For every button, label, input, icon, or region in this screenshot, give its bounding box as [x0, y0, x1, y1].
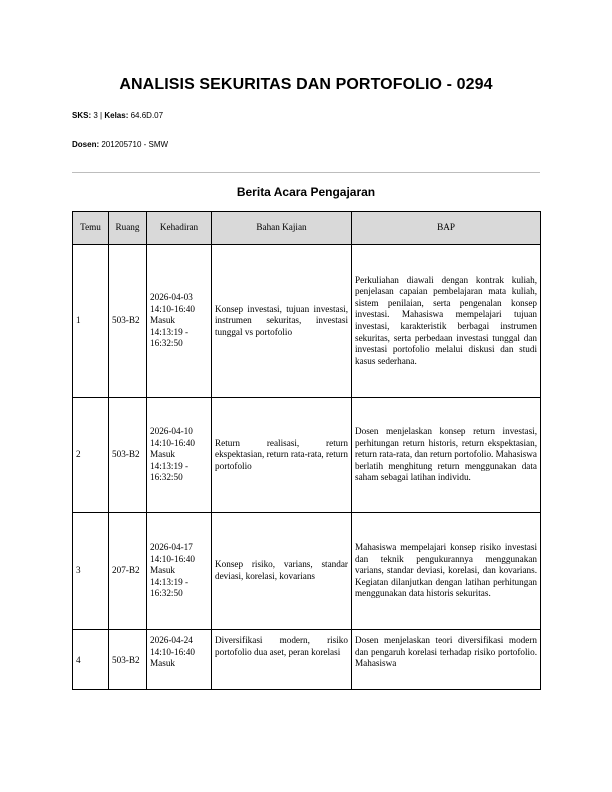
attendance-status: Masuk [150, 315, 176, 326]
cell-ruang: 207-B2 [109, 513, 147, 630]
header-bahan-kajian: Bahan Kajian [212, 212, 352, 245]
attendance-check-out: 16:32:50 [150, 472, 183, 483]
cell-bap: Dosen menjelaskan konsep return investasi, perhitungan return historis, return ekspektasian, return rata-rata, dan return portofolio. Mahasiswa berlatih menghitung return menggunakan data saham sebagai latihan individu. [352, 398, 541, 513]
cell-bahan-kajian: Return realisasi, return ekspektasian, return rata-rata, return portofolio [212, 398, 352, 513]
table-row [73, 245, 541, 398]
attendance-time: 14:10-16:40 [150, 437, 195, 448]
cell-bap: Dosen menjelaskan teori diversifikasi modern dan pengaruh korelasi terhadap risiko portofolio. Mahasiswa [352, 630, 541, 690]
attendance-check-in: 14:13:19 - [150, 576, 189, 587]
cell-kehadiran [147, 630, 212, 690]
attendance-check-out: 16:32:50 [150, 338, 183, 349]
cell-temu: 4 [73, 630, 109, 690]
attendance-time: 14:10-16:40 [150, 553, 195, 564]
cell-kehadiran [147, 398, 212, 513]
meta-separator: | [100, 111, 103, 120]
cell-ruang: 503-B2 [109, 630, 147, 690]
dosen-value: 201205710 - SMW [101, 140, 169, 149]
attendance-date: 2026-04-10 [150, 426, 193, 437]
section-title: Berita Acara Pengajaran [236, 185, 376, 199]
attendance-date: 2026-04-17 [150, 542, 193, 553]
cell-bap: Mahasiswa mempelajari konsep risiko investasi dan teknik pengukurannya menggunakan varians, standar deviasi, korelasi, dan kovarians. Kegiatan dilanjutkan dengan latihan perhitungan menggunakan data historis sekuritas. [352, 513, 541, 630]
cell-temu: 1 [73, 245, 109, 398]
cell-bahan-kajian: Diversifikasi modern, risiko portofolio dua aset, peran korelasi [212, 630, 352, 690]
divider [72, 172, 540, 173]
attendance-check-in: 14:13:19 - [150, 326, 189, 337]
cell-bahan-kajian: Konsep risiko, varians, standar deviasi, korelasi, kovarians [212, 513, 352, 630]
course-title: ANALISIS SEKURITAS DAN PORTOFOLIO - 0294 [119, 76, 493, 93]
attendance-status: Masuk [150, 449, 176, 460]
cell-temu: 3 [73, 513, 109, 630]
cell-bahan-kajian: Konsep investasi, tujuan investasi, instrumen sekuritas, investasi tunggal vs portofolio [212, 245, 352, 398]
attendance-date: 2026-04-24 [150, 635, 193, 645]
attendance-status: Masuk [150, 658, 176, 669]
sks-value: 3 [93, 111, 98, 120]
attendance-date: 2026-04-03 [150, 292, 193, 303]
lecturer-meta [72, 140, 168, 149]
table-row [73, 513, 541, 630]
header-temu: Temu [73, 212, 109, 245]
cell-temu: 2 [73, 398, 109, 513]
course-meta [72, 111, 163, 120]
table-row [73, 398, 541, 513]
header-bap: BAP [352, 212, 541, 245]
cell-ruang: 503-B2 [109, 245, 147, 398]
table-row [73, 630, 541, 690]
header-kehadiran: Kehadiran [147, 212, 212, 245]
dosen-label: Dosen: [72, 140, 100, 149]
attendance-check-in: 14:13:19 - [150, 460, 189, 471]
kelas-value: 64.6D.07 [130, 111, 164, 120]
attendance-time: 14:10-16:40 [150, 646, 195, 657]
header-ruang: Ruang [109, 212, 147, 245]
cell-kehadiran [147, 245, 212, 398]
kelas-label: Kelas: [104, 111, 129, 120]
sks-label: SKS: [72, 111, 92, 120]
cell-bap: Perkuliahan diawali dengan kontrak kuliah, penjelasan capaian pembelajaran mata kuliah, sistem penilaian, serta pengenalan konsep investasi. Mahasiswa mempelajari tujuan investasi, karakteristik berbagai instrumen sekuritas, serta perbedaan investasi tunggal dan investasi portofolio melalui diskusi dan studi kasus sederhana. [352, 245, 541, 398]
attendance-check-out: 16:32:50 [150, 588, 183, 599]
teaching-record-table [72, 211, 541, 690]
cell-ruang: 503-B2 [109, 398, 147, 513]
cell-kehadiran [147, 513, 212, 630]
attendance-status: Masuk [150, 565, 176, 576]
table-header-row [73, 212, 541, 245]
attendance-time: 14:10-16:40 [150, 303, 195, 314]
